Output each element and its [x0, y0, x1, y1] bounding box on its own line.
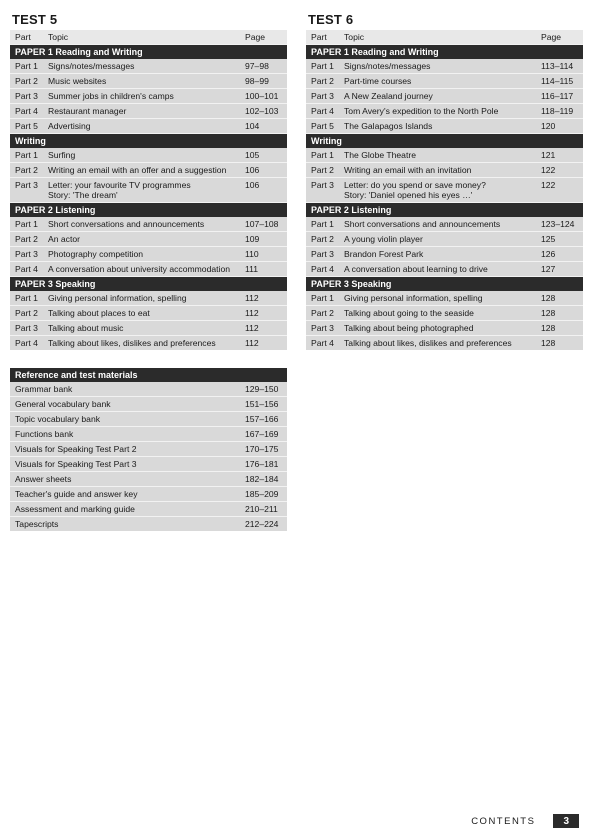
topic-cell: Advertising: [48, 121, 91, 131]
page-cell: 127: [541, 264, 556, 274]
reference-item: [10, 457, 287, 472]
table-row: [306, 306, 583, 321]
topic-line: Letter: your favourite TV programmes: [48, 180, 191, 190]
page-cell: 104: [245, 121, 260, 131]
reference-label: Visuals for Speaking Test Part 3: [15, 459, 137, 469]
part-cell: Part 2: [311, 76, 334, 86]
page-cell: 118–119: [541, 106, 574, 116]
topic-cell: Signs/notes/messages: [344, 61, 431, 71]
table-row: [10, 119, 287, 134]
reference-page: 176–181: [245, 459, 279, 469]
page-cell: 106: [245, 180, 260, 190]
part-cell: Part 1: [15, 293, 38, 303]
page-cell: 123–124: [541, 219, 575, 229]
page-cell: 112: [245, 308, 259, 318]
topic-cell: Talking about places to eat: [48, 308, 150, 318]
part-cell: Part 3: [311, 180, 334, 190]
reference-item: [10, 412, 287, 427]
table-row: [306, 247, 583, 262]
topic-cell: Talking about likes, dislikes and preferences: [344, 338, 512, 348]
part-cell: Part 4: [311, 264, 334, 274]
reference-item: [10, 382, 287, 397]
part-cell: Part 4: [15, 106, 38, 116]
reference-item: [10, 487, 287, 502]
footer-label: CONTENTS: [471, 815, 536, 827]
reference-label: Teacher's guide and answer key: [15, 489, 138, 499]
topic-cell: Music websites: [48, 76, 107, 86]
page-cell: 128: [541, 338, 556, 348]
part-cell: Part 1: [311, 61, 334, 71]
table-row: [306, 217, 583, 232]
table-header: [306, 30, 583, 45]
table-row: [10, 104, 287, 119]
part-cell: Part 4: [15, 338, 38, 348]
table-row: [10, 291, 287, 306]
page-cell: 100–101: [245, 91, 279, 101]
topic-cell: The Galapagos Islands: [344, 121, 433, 131]
col-topic-header: Topic: [48, 32, 69, 42]
reference-panel: [10, 368, 287, 531]
section-header: PAPER 1 Reading and Writing: [306, 45, 583, 59]
page-cell: 110: [245, 249, 259, 259]
topic-cell: Giving personal information, spelling: [344, 293, 483, 303]
table-row: [10, 178, 287, 203]
page-cell: 120: [541, 121, 556, 131]
table-row: [306, 148, 583, 163]
topic-cell: Summer jobs in children's camps: [48, 91, 174, 101]
topic-cell: Part-time courses: [344, 76, 412, 86]
page-cell: 107–108: [245, 219, 279, 229]
reference-page: 210–211: [245, 504, 278, 514]
section-header: PAPER 3 Speaking: [10, 277, 287, 291]
topic-line: Letter: do you spend or save money?: [344, 180, 486, 190]
part-cell: Part 2: [15, 165, 38, 175]
page-cell: 126: [541, 249, 556, 259]
part-cell: Part 2: [15, 308, 38, 318]
reference-page: 212–224: [245, 519, 279, 529]
table-row: [10, 321, 287, 336]
page-cell: 106: [245, 165, 260, 175]
table-row: [10, 217, 287, 232]
topic-cell: Writing an email with an offer and a suggestion: [48, 165, 227, 175]
part-cell: Part 3: [311, 323, 334, 333]
table-row: [10, 74, 287, 89]
table-row: [306, 119, 583, 134]
part-cell: Part 1: [311, 293, 334, 303]
col-topic-header: Topic: [344, 32, 365, 42]
topic-cell: Writing an email with an invitation: [344, 165, 472, 175]
part-cell: Part 1: [311, 219, 334, 229]
topic-cell: Talking about music: [48, 323, 124, 333]
test-5-title: TEST 5: [12, 12, 58, 27]
part-cell: Part 3: [15, 249, 38, 259]
test-6-table: [306, 30, 583, 350]
table-row: [306, 104, 583, 119]
page-cell: 128: [541, 323, 556, 333]
page-cell: 112: [245, 323, 259, 333]
test-6-title: TEST 6: [308, 12, 354, 27]
part-cell: Part 2: [311, 165, 334, 175]
page-cell: 113–114: [541, 61, 574, 71]
part-cell: Part 1: [15, 219, 38, 229]
topic-cell: [344, 180, 541, 200]
test-6-panel: [306, 12, 583, 350]
reference-page: 157–166: [245, 414, 279, 424]
part-cell: Part 2: [311, 234, 334, 244]
table-row: [306, 321, 583, 336]
part-cell: Part 4: [311, 106, 334, 116]
topic-cell: A young violin player: [344, 234, 423, 244]
col-part-header: Part: [311, 32, 327, 42]
page-cell: 125: [541, 234, 556, 244]
reference-page: 185–209: [245, 489, 279, 499]
reference-label: Grammar bank: [15, 384, 73, 394]
col-page-header: Page: [245, 32, 266, 42]
page-number: 3: [553, 814, 579, 828]
topic-line: Story: 'Daniel opened his eyes …': [344, 190, 473, 200]
reference-item: [10, 502, 287, 517]
section-header: PAPER 3 Speaking: [306, 277, 583, 291]
col-page-header: Page: [541, 32, 562, 42]
section-header: PAPER 2 Listening: [10, 203, 287, 217]
reference-label: Tapescripts: [15, 519, 59, 529]
table-row: [10, 148, 287, 163]
page-footer: [471, 814, 579, 828]
reference-label: Assessment and marking guide: [15, 504, 135, 514]
part-cell: Part 3: [15, 323, 38, 333]
topic-cell: Signs/notes/messages: [48, 61, 135, 71]
reference-page: 129–150: [245, 384, 279, 394]
table-row: [10, 89, 287, 104]
part-cell: Part 3: [311, 249, 334, 259]
page-cell: 98–99: [245, 76, 269, 86]
reference-item: [10, 472, 287, 487]
table-row: [10, 232, 287, 247]
topic-cell: Talking about going to the seaside: [344, 308, 474, 318]
topic-cell: Brandon Forest Park: [344, 249, 424, 259]
table-header: [10, 30, 287, 45]
topic-line: Story: 'The dream': [48, 190, 118, 200]
topic-cell: Talking about likes, dislikes and preferences: [48, 338, 216, 348]
table-row: [10, 163, 287, 178]
reference-label: Topic vocabulary bank: [15, 414, 101, 424]
topic-cell: An actor: [48, 234, 81, 244]
part-cell: Part 1: [15, 61, 38, 71]
table-row: [306, 262, 583, 277]
table-row: [306, 291, 583, 306]
reference-item: [10, 517, 287, 531]
part-cell: Part 4: [15, 264, 38, 274]
topic-cell: Photography competition: [48, 249, 144, 259]
reference-label: Functions bank: [15, 429, 74, 439]
part-cell: Part 5: [15, 121, 38, 131]
part-cell: Part 3: [311, 91, 334, 101]
topic-cell: Short conversations and announcements: [344, 219, 501, 229]
page-cell: 122: [541, 165, 556, 175]
page-cell: 111: [245, 264, 259, 274]
reference-item: [10, 427, 287, 442]
reference-page: 151–156: [245, 399, 279, 409]
reference-label: Answer sheets: [15, 474, 72, 484]
part-cell: Part 3: [15, 91, 38, 101]
page-cell: 128: [541, 293, 556, 303]
page-cell: 128: [541, 308, 556, 318]
table-row: [10, 336, 287, 350]
table-row: [306, 163, 583, 178]
page-cell: 122: [541, 180, 556, 190]
table-row: [306, 89, 583, 104]
section-header: PAPER 1 Reading and Writing: [10, 45, 287, 59]
topic-cell: Tom Avery's expedition to the North Pole: [344, 106, 499, 116]
table-row: [10, 306, 287, 321]
reference-label: General vocabulary bank: [15, 399, 111, 409]
test-5-table: [10, 30, 287, 350]
page-cell: 112: [245, 338, 259, 348]
page-cell: 102–103: [245, 106, 279, 116]
table-row: [306, 74, 583, 89]
reference-label: Visuals for Speaking Test Part 2: [15, 444, 137, 454]
topic-cell: Restaurant manager: [48, 106, 127, 116]
table-row: [306, 59, 583, 74]
topic-cell: A conversation about learning to drive: [344, 264, 488, 274]
reference-item: [10, 442, 287, 457]
reference-title: Reference and test materials: [10, 368, 287, 382]
part-cell: Part 1: [15, 150, 38, 160]
page-cell: 112: [245, 293, 259, 303]
topic-cell: Giving personal information, spelling: [48, 293, 187, 303]
reference-page: 170–175: [245, 444, 279, 454]
part-cell: Part 1: [311, 150, 334, 160]
page-cell: 97–98: [245, 61, 269, 71]
part-cell: Part 2: [311, 308, 334, 318]
part-cell: Part 3: [15, 180, 38, 190]
col-part-header: Part: [15, 32, 31, 42]
test-5-panel: [10, 12, 287, 350]
table-row: [306, 178, 583, 203]
topic-cell: Surfing: [48, 150, 76, 160]
page-cell: 121: [541, 150, 556, 160]
table-row: [10, 247, 287, 262]
table-row: [306, 336, 583, 350]
table-row: [10, 262, 287, 277]
topic-cell: The Globe Theatre: [344, 150, 416, 160]
reference-page: 167–169: [245, 429, 279, 439]
topic-cell: A New Zealand journey: [344, 91, 433, 101]
part-cell: Part 4: [311, 338, 334, 348]
table-row: [10, 59, 287, 74]
page-cell: 116–117: [541, 91, 574, 101]
topic-cell: A conversation about university accommodation: [48, 264, 230, 274]
reference-page: 182–184: [245, 474, 279, 484]
topic-cell: [48, 180, 245, 200]
topic-cell: Talking about being photographed: [344, 323, 474, 333]
section-header: PAPER 2 Listening: [306, 203, 583, 217]
page-cell: 114–115: [541, 76, 574, 86]
reference-item: [10, 397, 287, 412]
section-header: Writing: [10, 134, 287, 148]
part-cell: Part 5: [311, 121, 334, 131]
topic-cell: Short conversations and announcements: [48, 219, 205, 229]
part-cell: Part 2: [15, 76, 38, 86]
section-header: Writing: [306, 134, 583, 148]
page-cell: 109: [245, 234, 260, 244]
part-cell: Part 2: [15, 234, 38, 244]
table-row: [306, 232, 583, 247]
page-cell: 105: [245, 150, 260, 160]
